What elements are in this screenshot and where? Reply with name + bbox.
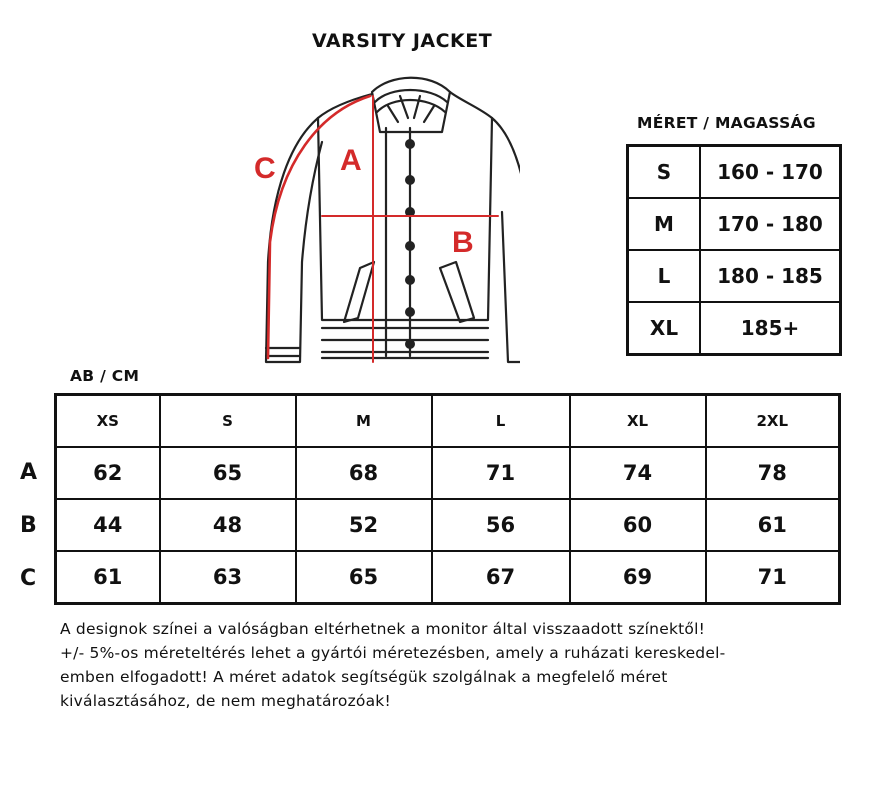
table-row — [628, 250, 841, 302]
height-chart-label: MÉRET / MAGASSÁG — [637, 114, 816, 132]
measurement-cell: 65 — [160, 447, 296, 499]
size-header: L — [432, 395, 570, 448]
height-size-cell: L — [628, 250, 701, 302]
note-line: kiválasztásához, de nem meghatározóak! — [60, 692, 391, 710]
size-header: XS — [56, 395, 160, 448]
note-line: +/- 5%-os méreteltérés lehet a gyártói méretezésben, amely a ruházati kereskedel- — [60, 644, 726, 662]
height-range-cell: 180 - 185 — [700, 250, 841, 302]
height-range-cell: 185+ — [700, 302, 841, 355]
dimension-label-c: C — [254, 152, 276, 185]
measurement-cell: 69 — [570, 551, 706, 604]
measurement-cell: 44 — [56, 499, 160, 551]
measurement-cell: 65 — [296, 551, 432, 604]
measurement-cell: 78 — [706, 447, 840, 499]
dimension-label-b: B — [452, 226, 474, 259]
measurement-cell: 61 — [56, 551, 160, 604]
table-row — [56, 499, 840, 551]
row-label-c: C — [20, 566, 37, 591]
measurement-cell: 63 — [160, 551, 296, 604]
table-header-row — [56, 395, 840, 448]
disclaimer-note — [60, 617, 860, 713]
measurement-cell: 52 — [296, 499, 432, 551]
measurement-cell: 60 — [570, 499, 706, 551]
measurement-cell: 56 — [432, 499, 570, 551]
varsity-jacket-diagram — [240, 62, 520, 382]
dimension-label-a: A — [340, 144, 362, 177]
size-header: 2XL — [706, 395, 840, 448]
height-size-cell: S — [628, 146, 701, 199]
measurement-cell: 68 — [296, 447, 432, 499]
table-row — [628, 198, 841, 250]
note-line: emben elfogadott! A méret adatok segítségük szolgálnak a megfelelő méret — [60, 668, 668, 686]
row-label-b: B — [20, 513, 37, 538]
measurement-cell: 48 — [160, 499, 296, 551]
measurement-cell: 71 — [706, 551, 840, 604]
unit-label: AB / CM — [70, 367, 140, 385]
height-range-cell: 170 - 180 — [700, 198, 841, 250]
height-range-cell: 160 - 170 — [700, 146, 841, 199]
height-chart-table — [626, 144, 842, 356]
size-header: XL — [570, 395, 706, 448]
measurement-cell: 62 — [56, 447, 160, 499]
note-line: A designok színei a valóságban eltérhetnek a monitor által visszaadott színektől! — [60, 620, 706, 638]
row-label-a: A — [20, 460, 38, 485]
height-size-cell: XL — [628, 302, 701, 355]
height-size-cell: M — [628, 198, 701, 250]
page-title: VARSITY JACKET — [312, 30, 493, 52]
table-row — [56, 551, 840, 604]
measurement-cell: 61 — [706, 499, 840, 551]
measurement-cell: 71 — [432, 447, 570, 499]
table-row — [56, 447, 840, 499]
size-header: S — [160, 395, 296, 448]
table-row — [628, 146, 841, 199]
measurement-cell: 74 — [570, 447, 706, 499]
table-row — [628, 302, 841, 355]
measurement-table — [54, 393, 841, 605]
measurement-cell: 67 — [432, 551, 570, 604]
size-header: M — [296, 395, 432, 448]
